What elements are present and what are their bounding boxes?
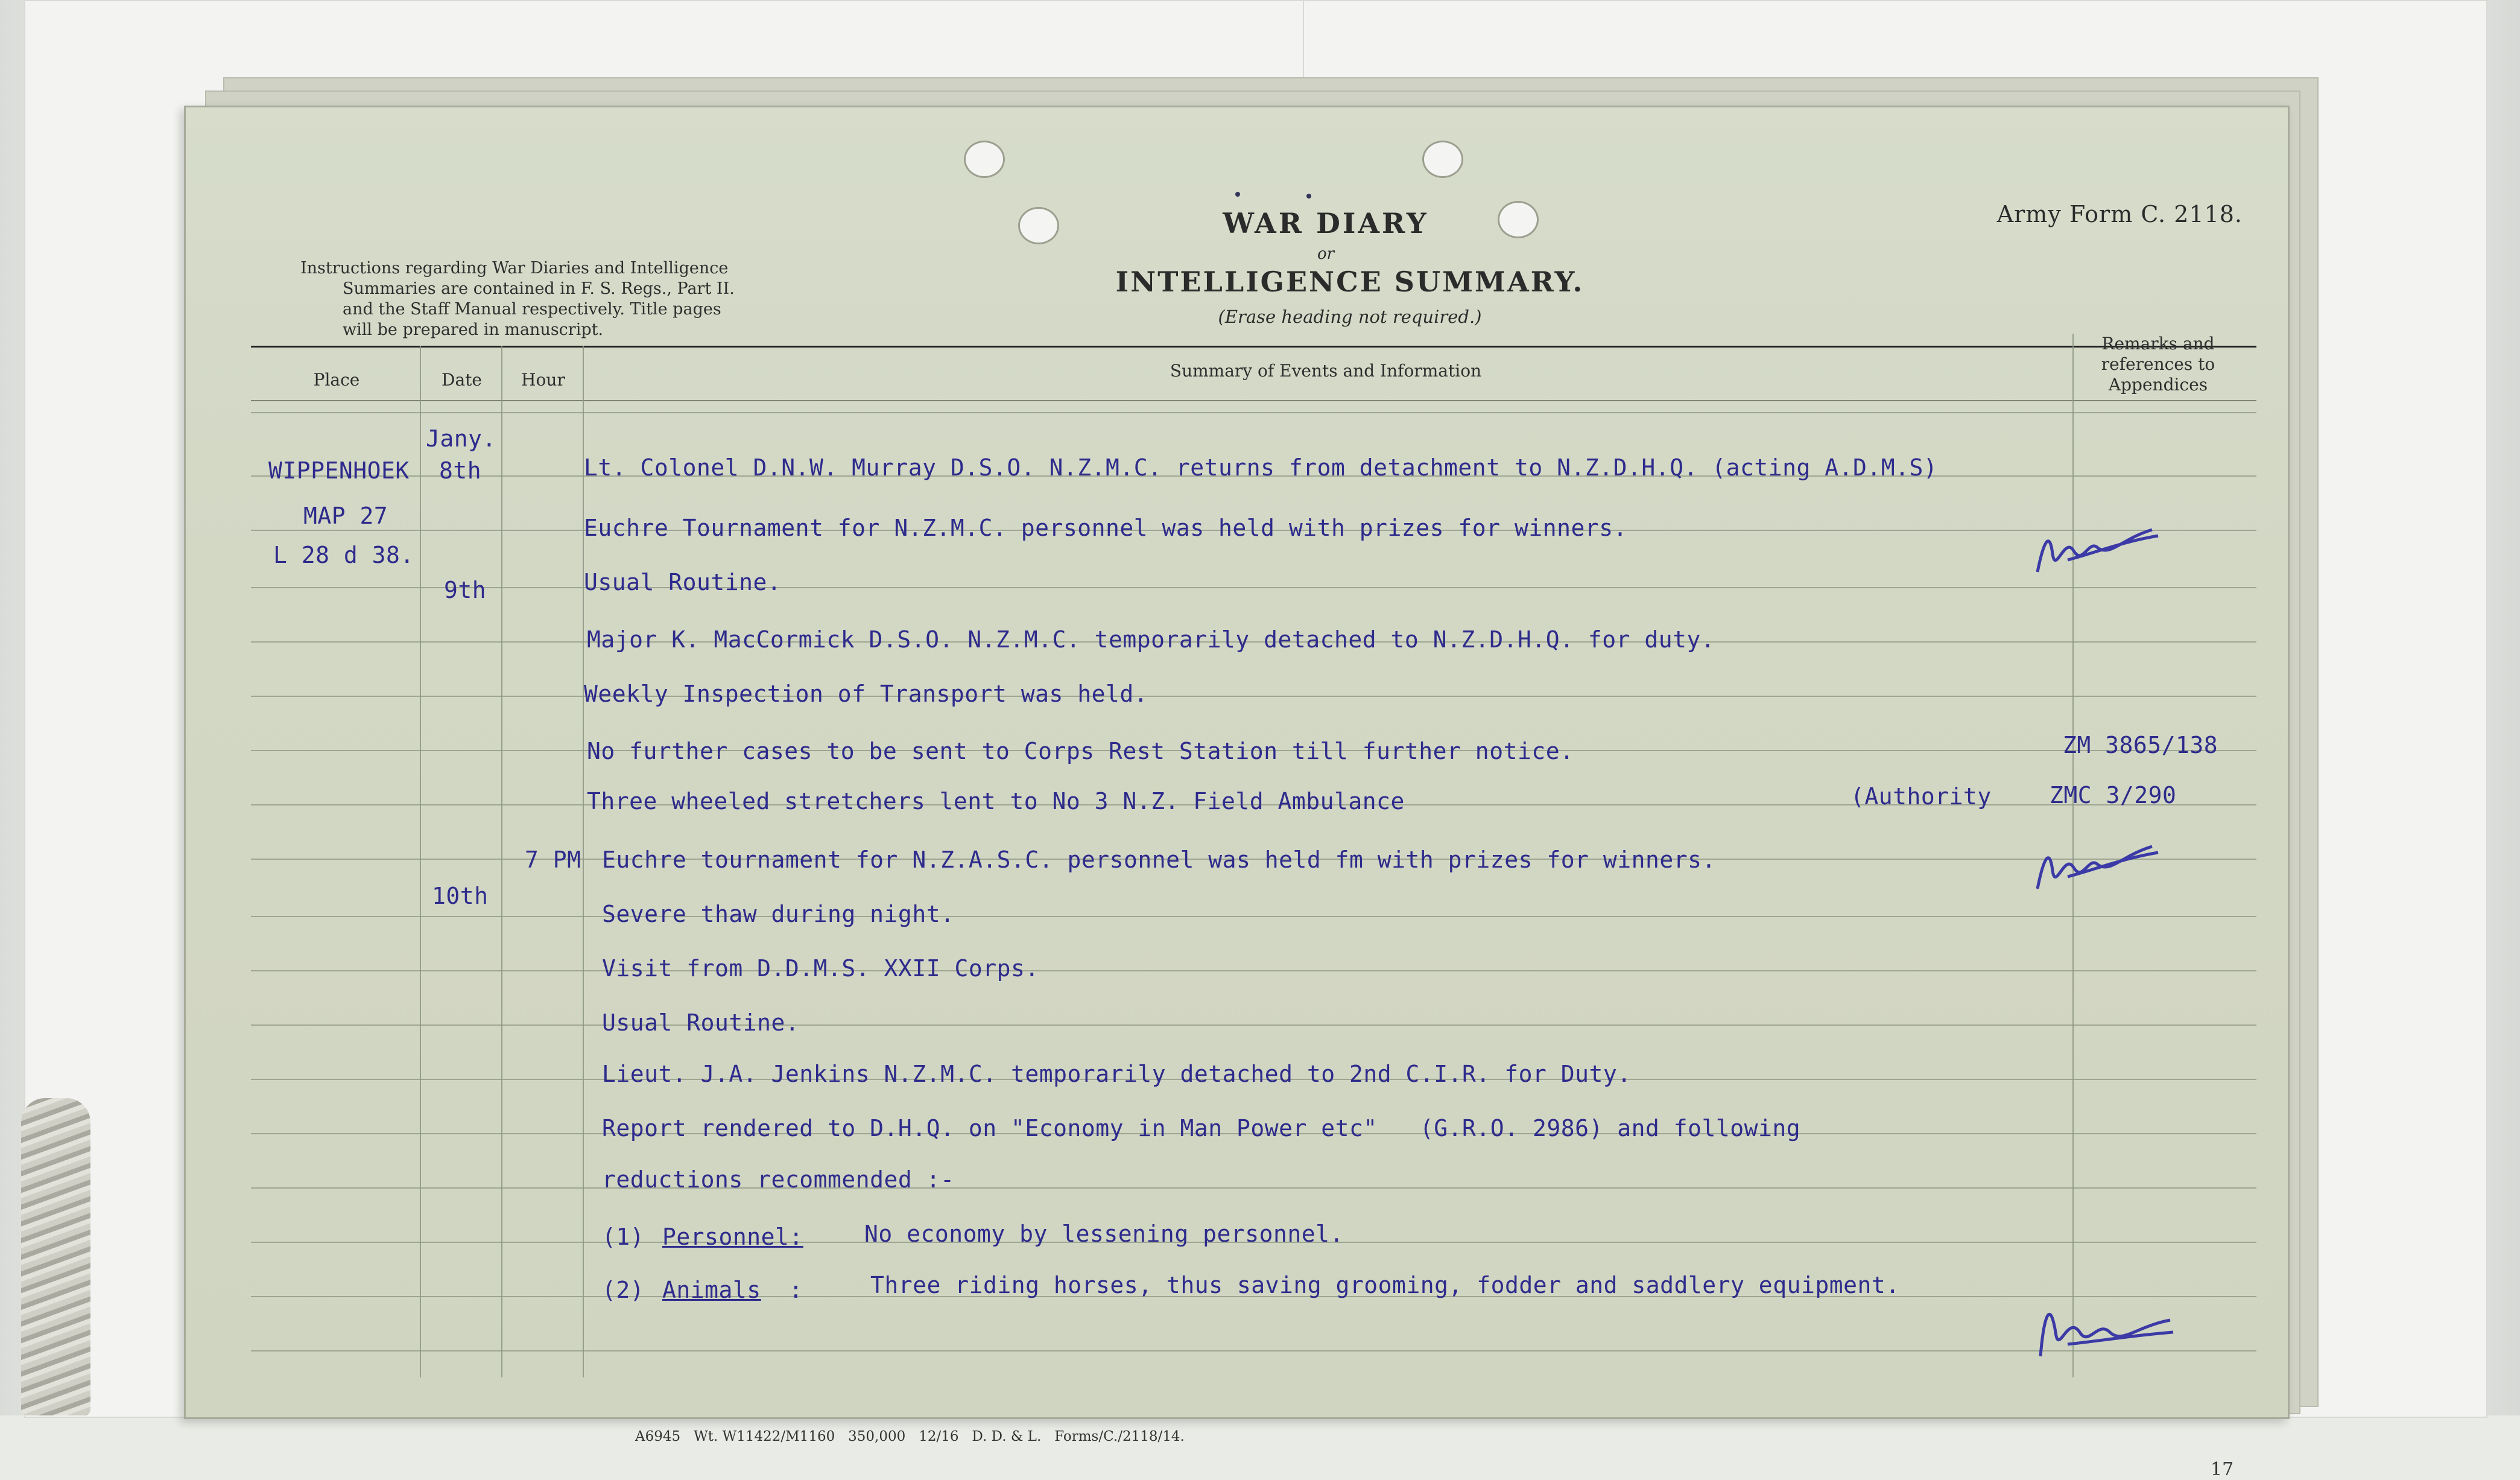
diary-entry: Weekly Inspection of Transport was held.: [584, 681, 1148, 707]
diary-entry: Major K. MacCormick D.S.O. N.Z.M.C. temporarily detached to N.Z.D.H.Q. for duty.: [587, 626, 1715, 653]
form-printer-imprint: A6945 Wt. W11422/M1160 350,000 12/16 D. D. & L. Forms/C./2118/14.: [635, 1429, 1185, 1444]
ruled-line: [251, 412, 2256, 413]
remarks-header-line: references to: [2101, 354, 2215, 374]
instructions-line: will be prepared in manuscript.: [343, 320, 604, 339]
title-or: or: [1317, 245, 1335, 263]
army-form-number: Army Form C. 2118.: [1996, 201, 2243, 227]
diary-entry: No further cases to be sent to Corps Rest Station till further notice.: [587, 738, 1574, 764]
remark-reference: ZM 3865/138: [2063, 732, 2218, 758]
list-item-number: (2): [602, 1277, 645, 1303]
instructions-note: [300, 258, 795, 340]
ruled-line: [251, 916, 2256, 917]
handwritten-initials: [2031, 518, 2164, 584]
date-9th: 9th: [444, 577, 487, 603]
instructions-line: and the Staff Manual respectively. Title pages: [343, 300, 721, 319]
instructions-line: Summaries are contained in F. S. Regs., Part II.: [343, 279, 735, 298]
diary-entry: Usual Routine.: [584, 569, 782, 595]
ruled-line: [251, 1187, 2256, 1189]
diary-entry: Usual Routine.: [602, 1009, 800, 1036]
column-divider: [501, 346, 502, 1377]
remark-authority: (Authority: [1850, 783, 1992, 810]
binding-string: [21, 1098, 90, 1415]
diary-entry: Visit from D.D.M.S. XXII Corps.: [602, 955, 1039, 982]
diary-entry: No economy by lessening personnel.: [864, 1221, 1344, 1247]
page-number-mark: 17: [2211, 1459, 2234, 1480]
ruled-line: [251, 1024, 2256, 1026]
column-header-remarks: [2068, 334, 2249, 395]
map-grid-reference: L 28 d 38.: [273, 542, 414, 568]
column-divider: [583, 346, 584, 1377]
map-reference: MAP 27: [303, 503, 388, 529]
erase-heading-note: (Erase heading not required.): [1218, 306, 1482, 327]
diary-entry: Three riding horses, thus saving grooming, fodder and saddlery equipment.: [870, 1272, 1900, 1298]
diary-entry: Lieut. J.A. Jenkins N.Z.M.C. temporarily detached to 2nd C.I.R. for Duty.: [602, 1061, 1632, 1087]
diary-entry: Euchre Tournament for N.Z.M.C. personnel was held with prizes for winners.: [584, 515, 1627, 541]
remarks-header-line: Remarks and: [2101, 334, 2215, 354]
place-name: WIPPENHOEK: [268, 457, 410, 484]
title-war-diary: WAR DIARY: [1223, 207, 1429, 240]
diary-entry: reductions recommended :-: [602, 1166, 955, 1193]
column-header-place: Place: [313, 370, 360, 390]
list-item-colon: :: [789, 1277, 803, 1303]
header-bottom-rule: [251, 400, 2256, 401]
date-10th: 10th: [432, 883, 489, 909]
header-rule: [251, 346, 2256, 348]
column-header-summary: Summary of Events and Information: [1170, 361, 1482, 381]
list-item-label: Personnel:: [662, 1224, 803, 1250]
column-header-hour: Hour: [521, 370, 565, 390]
date-8th: 8th: [439, 457, 482, 484]
column-divider: [420, 346, 421, 1377]
handwritten-initials: [2031, 1284, 2176, 1368]
ruled-line: [251, 587, 2256, 588]
diary-entry: Euchre tournament for N.Z.A.S.C. personnel was held fm with prizes for winners.: [602, 846, 1716, 873]
hour-7pm: 7 PM: [525, 846, 581, 873]
war-diary-page: [184, 106, 2290, 1480]
diary-entry: Three wheeled stretchers lent to No 3 N.Z. Field Ambulance: [587, 788, 1405, 815]
remarks-header-line: Appendices: [2108, 375, 2208, 395]
punch-hole: [1018, 207, 1059, 244]
diary-entry: Lt. Colonel D.N.W. Murray D.S.O. N.Z.M.C. returns from detachment to N.Z.D.H.Q. (acting A.D.M.S): [584, 454, 1938, 481]
handwritten-initials: [2031, 831, 2164, 898]
punch-hole: [964, 141, 1005, 178]
ruled-line: [251, 970, 2256, 971]
diary-entry: Report rendered to D.H.Q. on "Economy in Man Power etc" (G.R.O. 2986) and following: [602, 1115, 1801, 1142]
column-header-date: Date: [442, 370, 482, 390]
ink-dot: [1306, 194, 1311, 198]
instructions-line: Instructions regarding War Diaries and Intelligence: [300, 259, 729, 278]
date-month: Jany.: [426, 425, 496, 452]
ruled-line: [251, 696, 2256, 697]
punch-hole: [1498, 201, 1539, 238]
ink-dot: [1235, 192, 1240, 197]
list-item-label: Animals: [662, 1277, 761, 1303]
title-intelligence-summary: INTELLIGENCE SUMMARY.: [1115, 265, 1584, 298]
ruled-line: [251, 1350, 2256, 1351]
punch-hole: [1422, 141, 1463, 178]
remark-reference: ZMC 3/290: [2050, 782, 2177, 808]
list-item-number: (1): [602, 1224, 645, 1250]
diary-entry: Severe thaw during night.: [602, 901, 955, 927]
